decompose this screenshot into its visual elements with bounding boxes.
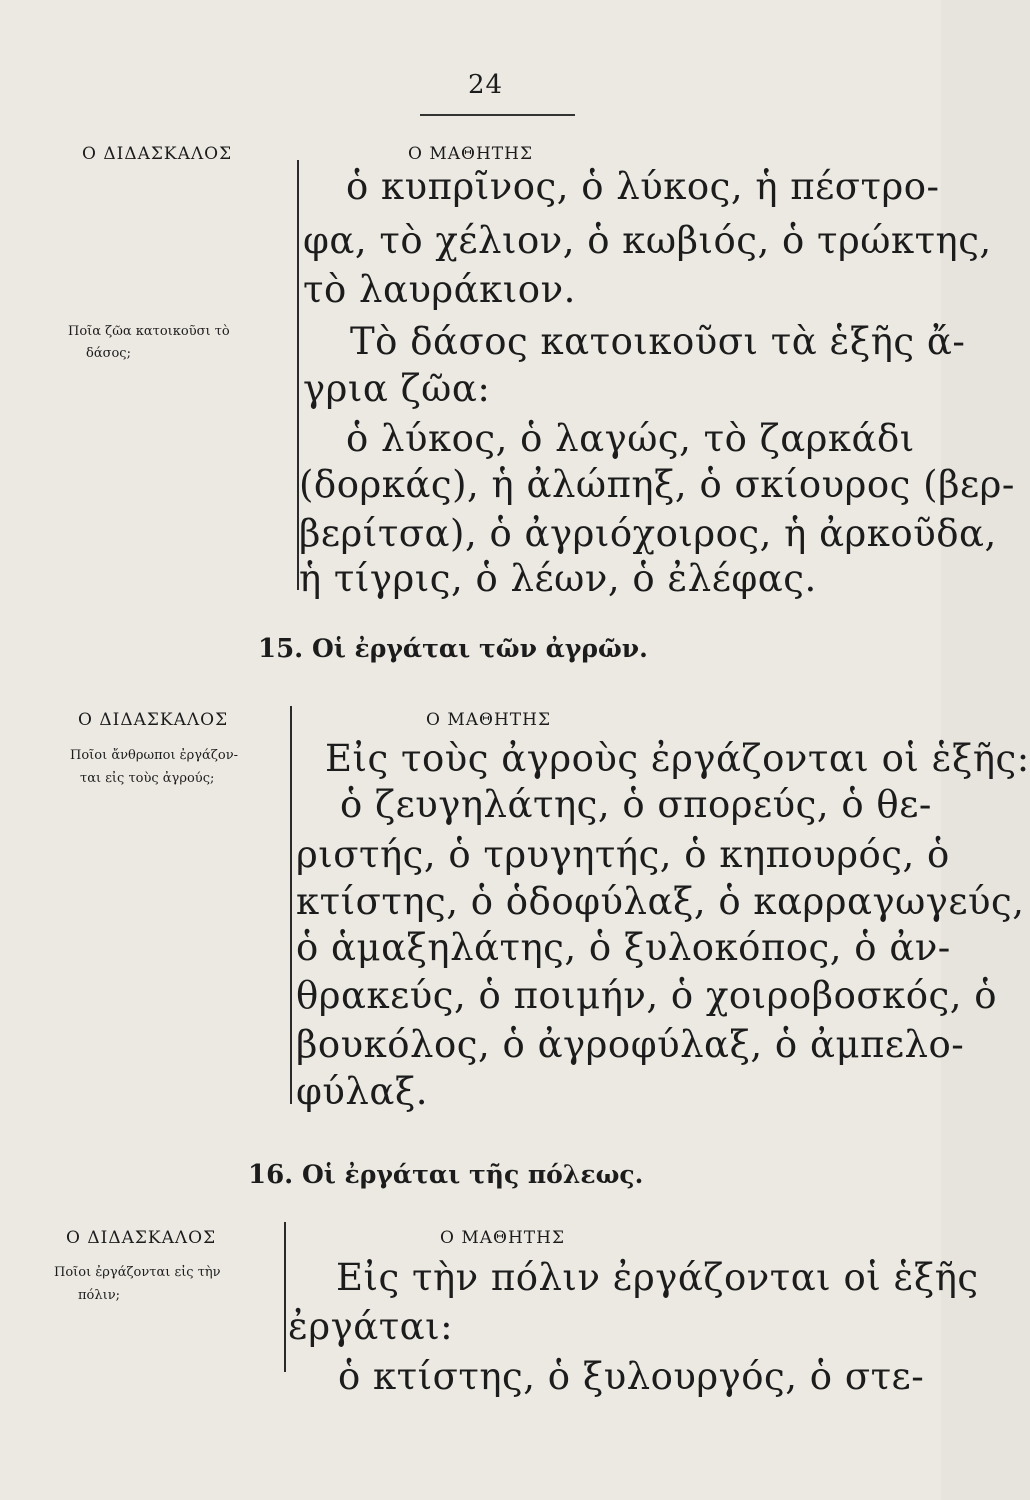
- answer-line: Τὸ δάσος κατοικοῦσι τὰ ἑξῆς ἄ-: [350, 320, 966, 363]
- answer-line: τὸ λαυράκιον.: [303, 268, 576, 311]
- answer-line: φα, τὸ χέλιον, ὁ κωβιός, ὁ τρώκτης,: [303, 219, 992, 262]
- section-heading: [248, 1160, 643, 1190]
- page-number: 24: [468, 70, 504, 100]
- answer-line: βερίτσα), ὁ ἀγριόχοιρος, ἡ ἀρκοῦδα,: [299, 512, 997, 555]
- student-label: Ο ΜΑΘΗΤΗΣ: [440, 1228, 565, 1248]
- answer-line: Εἰς τὴν πόλιν ἐργάζονται οἱ ἑξῆς: [336, 1256, 979, 1299]
- question-line: πόλιν;: [78, 1288, 120, 1303]
- section-heading: [258, 634, 648, 664]
- answer-line: ὁ ζευγηλάτης, ὁ σπορεύς, ὁ θε-: [340, 783, 932, 826]
- question-line: ται εἰς τοὺς ἀγρούς;: [80, 771, 215, 786]
- question-line: Ποῖα ζῶα κατοικοῦσι τὸ: [68, 324, 230, 339]
- teacher-label: Ο ΔΙΔΑΣΚΑΛΟΣ: [78, 710, 229, 730]
- student-label: Ο ΜΑΘΗΤΗΣ: [408, 144, 533, 164]
- section-title: Οἱ ἐργάται τῶν ἀγρῶν.: [311, 634, 648, 663]
- question-line: Ποῖοι ἄνθρωποι ἐργάζον-: [70, 748, 239, 763]
- answer-line: θρακεύς, ὁ ποιμήν, ὁ χοιροβοσκός, ὁ: [296, 974, 998, 1017]
- answer-line: (δορκάς), ἡ ἀλώπηξ, ὁ σκίουρος (βερ-: [299, 463, 1015, 506]
- answer-line: Εἰς τοὺς ἀγροὺς ἐργάζονται οἱ ἑξῆς:: [325, 737, 1030, 780]
- answer-line: κτίστης, ὁ ὁδοφύλαξ, ὁ καρραγωγεύς,: [296, 880, 1025, 923]
- teacher-label: Ο ΔΙΔΑΣΚΑΛΟΣ: [82, 144, 233, 164]
- answer-line: ὁ κτίστης, ὁ ξυλουργός, ὁ στε-: [338, 1355, 925, 1398]
- column-divider: [290, 706, 292, 1104]
- answer-line: ὁ κυπρῖνος, ὁ λύκος, ἡ πέστρο-: [346, 165, 940, 208]
- teacher-label: Ο ΔΙΔΑΣΚΑΛΟΣ: [66, 1228, 217, 1248]
- answer-line: ὁ λύκος, ὁ λαγώς, τὸ ζαρκάδι: [346, 417, 915, 460]
- student-label: Ο ΜΑΘΗΤΗΣ: [426, 710, 551, 730]
- section-title: Οἱ ἐργάται τῆς πόλεως.: [301, 1160, 644, 1189]
- answer-line: ἐργάται:: [288, 1305, 454, 1348]
- answer-line: γρια ζῶα:: [303, 367, 491, 410]
- answer-line: βουκόλος, ὁ ἀγροφύλαξ, ὁ ἀμπελο-: [296, 1023, 965, 1066]
- column-divider: [284, 1222, 286, 1372]
- section-number: 16.: [248, 1160, 294, 1190]
- answer-line: φύλαξ.: [296, 1070, 428, 1113]
- header-rule: [420, 114, 575, 116]
- answer-line: ἡ τίγρις, ὁ λέων, ὁ ἐλέφας.: [299, 557, 817, 600]
- question-line: δάσος;: [86, 346, 131, 361]
- answer-line: ὁ ἁμαξηλάτης, ὁ ξυλοκόπος, ὁ ἀν-: [296, 926, 951, 969]
- question-line: Ποῖοι ἐργάζονται εἰς τὴν: [54, 1265, 221, 1280]
- answer-line: ριστής, ὁ τρυγητής, ὁ κηπουρός, ὁ: [296, 833, 950, 876]
- section-number: 15.: [258, 634, 304, 664]
